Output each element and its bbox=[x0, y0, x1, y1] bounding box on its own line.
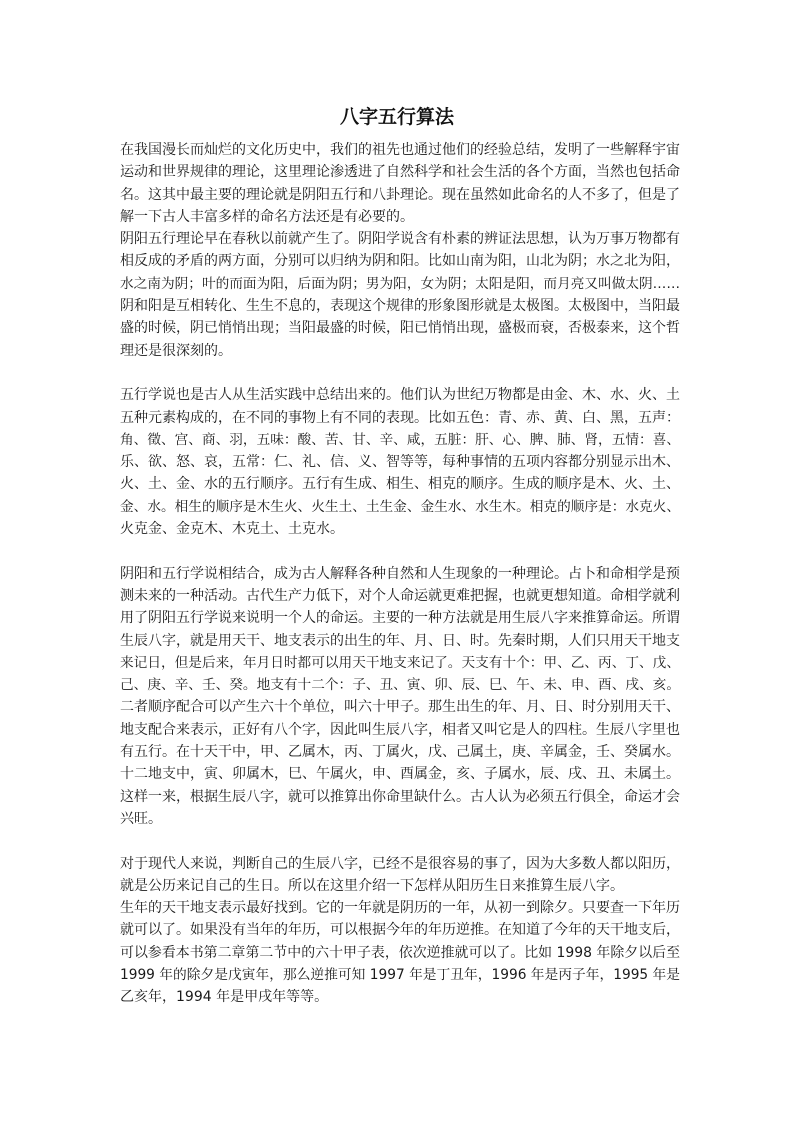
text-line: 地支配合来表示，正好有八个字，因此叫生辰八字，相者又叫它是人的四柱。生辰八字里也 bbox=[120, 721, 680, 738]
text-line: 角、徵、宫、商、羽，五味：酸、苦、甘、辛、咸，五脏：肝、心、脾、肺、肾，五情：喜、 bbox=[120, 431, 680, 448]
text-line: 五种元素构成的，在不同的事物上有不同的表现。比如五色：青、赤、黄、白、黑，五声： bbox=[120, 409, 680, 426]
text-line: 兴旺。 bbox=[120, 810, 162, 827]
document-body bbox=[120, 139, 680, 1009]
text-line: 二者顺序配合可以产生六十个单位，叫六十甲子。那生出生的年、月、日、时分别用天干、 bbox=[120, 699, 680, 716]
text-line: 十二地支中，寅、卯属木，巳、午属火，申、酉属金，亥、子属水，辰、戌、丑、未属土。 bbox=[120, 766, 680, 783]
paragraph-gap bbox=[120, 540, 680, 562]
text-line: 有五行。在十天干中，甲、乙属木，丙、丁属火，戊、己属土，庚、辛属金，壬、癸属水。 bbox=[120, 744, 680, 761]
text-line: 用了阴阳五行学说来说明一个人的命运。主要的一种方法就是用生辰八字来推算命运。所谓 bbox=[120, 610, 680, 627]
text-line: 就可以了。如果没有当年的年历，可以根据今年的年历逆推。在知道了今年的天干地支后， bbox=[120, 922, 680, 939]
text-line: 金、水。相生的顺序是木生火、火生土、土生金、金生水、水生木。相克的顺序是：水克火、 bbox=[120, 498, 680, 515]
text-line: 对于现代人来说，判断自己的生辰八字，已经不是很容易的事了，因为大多数人都以阳历， bbox=[120, 855, 680, 872]
text-line: 水之南为阴；叶的而面为阳，后面为阴；男为阳，女为阴；太阳是阳，而月亮又叫做太阴…… bbox=[120, 275, 680, 292]
text-line: 测未来的一种活动。古代生产力低下，对个人命运就更难把握，也就更想知道。命相学就利 bbox=[120, 587, 680, 604]
text-line: 乐、欲、怒、哀，五常：仁、礼、信、义、智等等，每种事情的五项内容都分别显示出木、 bbox=[120, 454, 680, 471]
text-line: 相反成的矛盾的两方面，分别可以归纳为阴和阳。比如山南为阳，山北为阴；水之北为阳， bbox=[120, 253, 680, 270]
text-line: 生辰八字，就是用天干、地支表示的出生的年、月、日、时。先秦时期，人们只用天干地支 bbox=[120, 632, 680, 649]
text-line: 火克金、金克木、木克土、土克水。 bbox=[120, 521, 344, 538]
text-line: 就是公历来记自己的生日。所以在这里介绍一下怎样从阳历生日来推算生辰八字。 bbox=[120, 877, 624, 894]
text-line: 1999 年的除夕是戊寅年，那么逆推可知 1997 年是丁丑年，1996 年是丙子年，1995 年是 bbox=[120, 966, 680, 983]
text-line: 这样一来，根据生辰八字，就可以推算出你命里缺什么。古人认为必须五行俱全，命运才会 bbox=[120, 788, 680, 805]
document-title: 八字五行算法 bbox=[339, 106, 454, 128]
text-line: 阴和阳是互相转化、生生不息的，表现这个规律的形象图形就是太极图。太极图中，当阳最 bbox=[120, 298, 680, 315]
text-line: 来记日，但是后来，年月日时都可以用天干地支来记了。天支有十个：甲、乙、丙、丁、戊、 bbox=[120, 654, 680, 671]
text-line: 可以参看本书第二章第二节中的六十甲子表，依次逆推就可以了。比如 1998 年除夕以后至 bbox=[120, 944, 680, 961]
text-line: 己、庚、辛、壬、癸。地支有十二个：子、丑、寅、卯、辰、巳、午、未、申、酉、戌、亥。 bbox=[120, 677, 680, 694]
text-line: 名。这其中最主要的理论就是阴阳五行和八卦理论。现在虽然如此命名的人不多了，但是了 bbox=[120, 186, 680, 203]
text-line: 在我国漫长而灿烂的文化历史中，我们的祖先也通过他们的经验总结，发明了一些解释宇宙 bbox=[120, 142, 680, 158]
text-line: 五行学说也是古人从生活实践中总结出来的。他们认为世纪万物都是由金、木、水、火、土 bbox=[120, 387, 680, 404]
text-line: 盛的时候，阴已悄悄出现；当阳最盛的时候，阳已悄悄出现，盛极而衰，否极泰来，这个哲 bbox=[120, 320, 680, 337]
text-line: 乙亥年，1994 年是甲戌年等等。 bbox=[120, 989, 329, 1006]
text-line: 运动和世界规律的理论，这里理论渗透进了自然科学和社会生活的各个方面，当然也包括命 bbox=[120, 164, 680, 181]
text-line: 阴阳和五行学说相结合，成为古人解释各种自然和人生现象的一种理论。占卜和命相学是预 bbox=[120, 565, 680, 582]
text-line: 阴阳五行理论早在春秋以前就产生了。阴阳学说含有朴素的辨证法思想，认为万事万物都有 bbox=[120, 231, 680, 248]
text-line: 解一下古人丰富多样的命名方法还是有必要的。 bbox=[120, 208, 414, 225]
text-line: 理还是很深刻的。 bbox=[120, 342, 232, 359]
text-line: 生年的天干地支表示最好找到。它的一年就是阴历的一年，从初一到除夕。只要查一下年历 bbox=[120, 900, 680, 917]
paragraph-gap bbox=[120, 362, 680, 384]
text-line: 火、土、金、水的五行顺序。五行有生成、相生、相克的顺序。生成的顺序是木、火、土、 bbox=[120, 476, 680, 493]
paragraph-gap bbox=[120, 830, 680, 852]
